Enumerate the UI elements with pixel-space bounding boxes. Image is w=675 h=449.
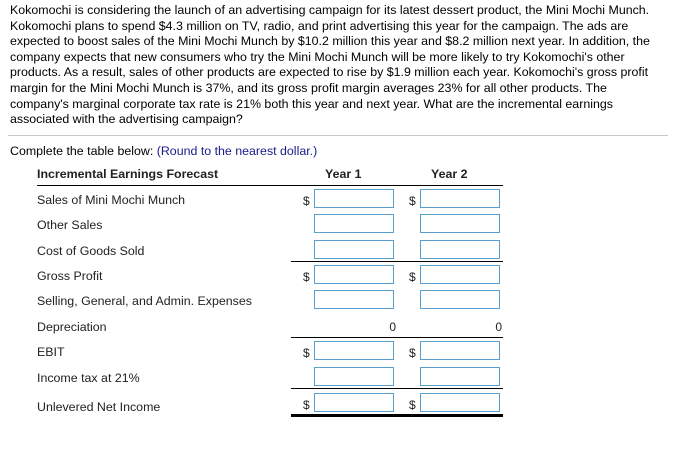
row-label-income-tax: Income tax at 21%	[37, 371, 140, 385]
year2-unlevered-net-income-input[interactable]	[420, 393, 500, 412]
year2-sga-input[interactable]	[420, 290, 500, 309]
dollar-sign: $	[303, 346, 310, 360]
table-title: Incremental Earnings Forecast	[37, 167, 219, 181]
year1-sga-input[interactable]	[314, 290, 394, 309]
row-label-ebit: EBIT	[37, 345, 65, 359]
row-label-unlevered-net-income: Unlevered Net Income	[37, 400, 161, 414]
subtotal-rule	[291, 337, 503, 338]
year2-other-sales-input[interactable]	[420, 214, 500, 233]
section-divider	[8, 135, 668, 136]
subtotal-rule	[291, 388, 503, 389]
year1-cogs-input[interactable]	[314, 240, 394, 259]
year1-gross-profit-input[interactable]	[314, 265, 394, 284]
year1-income-tax-input[interactable]	[314, 367, 394, 386]
year2-header: Year 2	[431, 167, 468, 181]
year1-ebit-input[interactable]	[314, 341, 394, 360]
dollar-sign: $	[409, 270, 416, 284]
year2-gross-profit-input[interactable]	[420, 265, 500, 284]
year1-depreciation-value: 0	[389, 320, 396, 334]
year2-income-tax-input[interactable]	[420, 367, 500, 386]
instructions-text: Complete the table below:	[10, 144, 154, 158]
header-rule	[37, 185, 503, 186]
problem-statement: Kokomochi is considering the launch of an advertising campaign for its latest dessert product, the Mini Mochi Munch. Kokomochi plans to spend $4.3 million on TV, radio, and print advertising this year for the campaign. The ads are expected to boost sales of the Mini Mochi Munch by $10.2 million this year and $8.2 million next year. In addition, the company expects that new consumers who try the Mini Mochi Munch will be more likely to try Kokomochi's other products. As a result, sales of other products are expected to rise by $1.9 million each year. Kokomochi's gross profit margin for the Mini Mochi Munch is 37%, and its gross profit margin averages 23% for all other products. The company's marginal corporate tax rate is 21% both this year and next year. What are the incremental earnings associated with the advertising campaign?	[10, 3, 650, 127]
dollar-sign: $	[303, 194, 310, 208]
rounding-note: (Round to the nearest dollar.)	[156, 144, 318, 158]
dollar-sign: $	[303, 398, 310, 412]
row-label-sales-mini-mochi: Sales of Mini Mochi Munch	[37, 193, 186, 207]
year2-ebit-input[interactable]	[420, 341, 500, 360]
year1-other-sales-input[interactable]	[314, 214, 394, 233]
row-label-gross-profit: Gross Profit	[37, 269, 103, 283]
year1-header: Year 1	[325, 167, 362, 181]
row-label-sga: Selling, General, and Admin. Expenses	[37, 294, 252, 308]
dollar-sign: $	[409, 398, 416, 412]
total-rule	[291, 414, 503, 417]
row-label-other-sales: Other Sales	[37, 218, 103, 232]
dollar-sign: $	[409, 346, 416, 360]
dollar-sign: $	[409, 194, 416, 208]
year1-sales-mini-mochi-input[interactable]	[314, 189, 394, 208]
year2-cogs-input[interactable]	[420, 240, 500, 259]
subtotal-rule	[291, 261, 503, 262]
year2-sales-mini-mochi-input[interactable]	[420, 189, 500, 208]
dollar-sign: $	[303, 270, 310, 284]
year2-depreciation-value: 0	[495, 320, 502, 334]
year1-unlevered-net-income-input[interactable]	[314, 393, 394, 412]
row-label-depreciation: Depreciation	[37, 320, 107, 334]
instructions	[10, 144, 317, 158]
row-label-cogs: Cost of Goods Sold	[37, 244, 145, 258]
